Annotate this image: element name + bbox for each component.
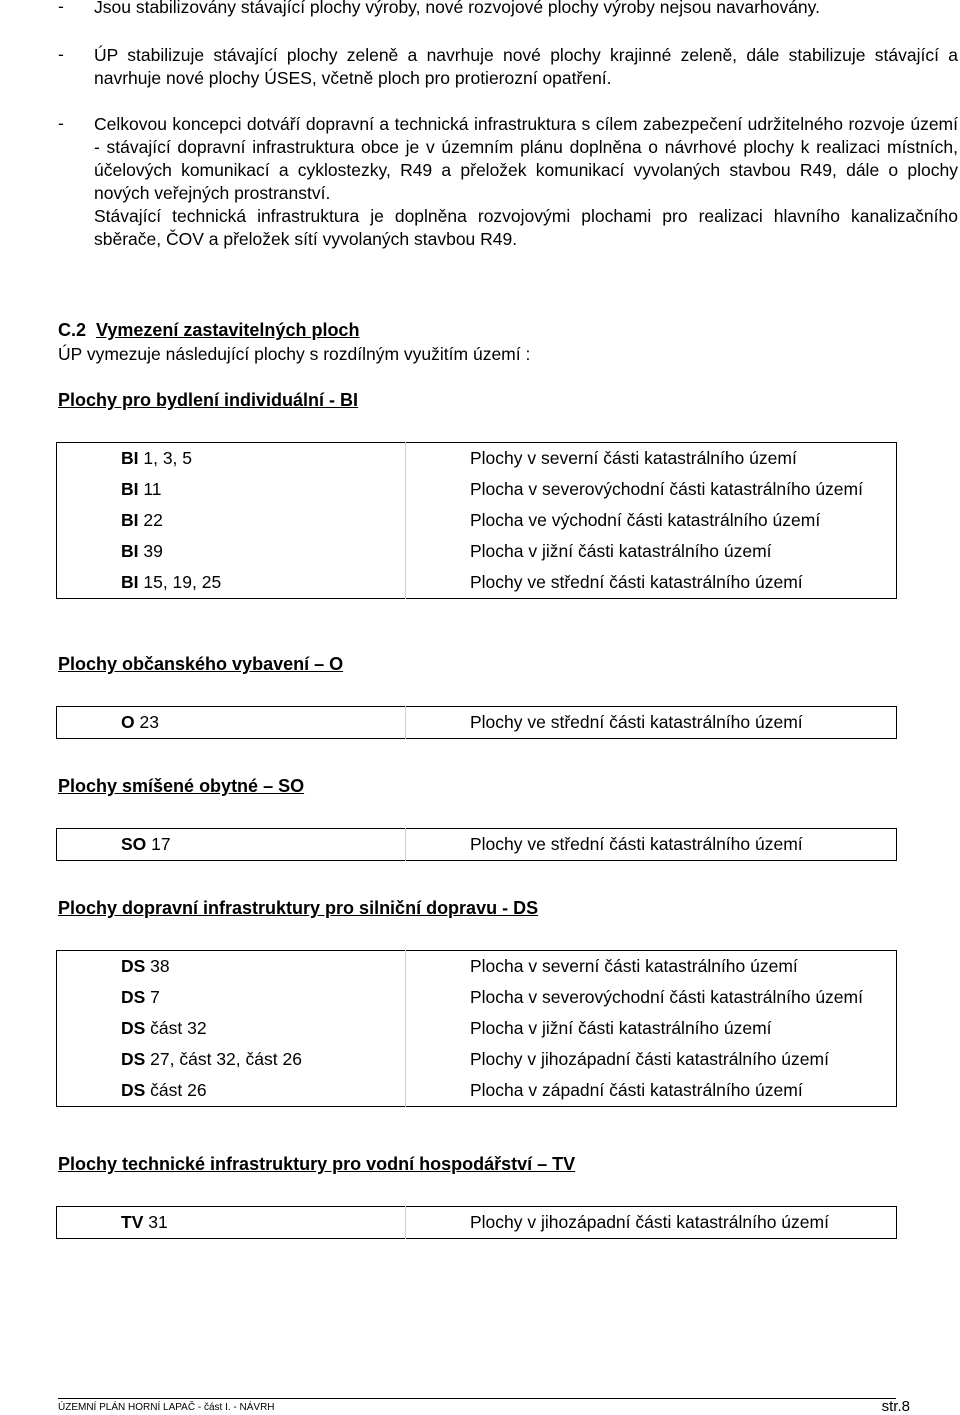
bullet-text: Celkovou koncepci dotváří dopravní a technická infrastruktura s cílem zabezpečení udržitelného rozvoje území - stávající dopravní infrastruktura obce je v územním plánu doplněna o návrhové plochy k realizaci místních, účelových komunikací a cyklostezky, R49 a přeložek komunikací vyvolaných stavbou R49, dále o plochy nových veřejných prostranství.	[94, 114, 958, 203]
table-row	[57, 829, 897, 861]
area-code: DS	[121, 956, 146, 976]
table-row	[57, 1044, 897, 1075]
bullet-1	[58, 0, 958, 19]
area-numbers: 15, 19, 25	[138, 572, 222, 592]
bullet-dash: -	[58, 0, 64, 16]
area-numbers: část 32	[145, 1018, 207, 1038]
area-numbers: část 26	[145, 1080, 207, 1100]
area-description: Plochy v jihozápadní části katastrálního území	[470, 1049, 829, 1069]
table-row	[57, 707, 897, 739]
table-so	[56, 828, 897, 861]
table-row	[57, 1013, 897, 1044]
table-row	[57, 982, 897, 1013]
area-numbers: 38	[145, 956, 170, 976]
area-description: Plocha v jižní části katastrálního území	[470, 1018, 772, 1038]
group-title-ds: Plochy dopravní infrastruktury pro silniční dopravu - DS	[58, 898, 539, 918]
area-code: BI	[121, 510, 139, 530]
area-numbers: 23	[134, 712, 159, 732]
area-numbers: 7	[145, 987, 160, 1007]
area-code: DS	[121, 1049, 146, 1069]
bullet-3	[58, 113, 958, 251]
area-numbers: 22	[138, 510, 163, 530]
table-row	[57, 443, 897, 475]
area-code: DS	[121, 987, 146, 1007]
area-code: BI	[121, 541, 139, 561]
area-description: Plocha v severovýchodní části katastrálního území	[470, 987, 863, 1007]
area-code: BI	[121, 572, 139, 592]
area-code: BI	[121, 448, 139, 468]
table-row	[57, 951, 897, 983]
footer-document-title: ÚZEMNÍ PLÁN HORNÍ LAPAČ - část I. - NÁVRH	[58, 1402, 275, 1413]
area-description: Plochy v jihozápadní části katastrálního území	[470, 1212, 829, 1232]
bullet-2	[58, 44, 958, 90]
area-description: Plochy ve střední části katastrálního území	[470, 712, 803, 732]
footer-page-number: str.8	[881, 1398, 910, 1415]
area-description: Plochy ve střední části katastrálního území	[470, 572, 803, 592]
group-title-tv: Plochy technické infrastruktury pro vodní hospodářství – TV	[58, 1154, 576, 1174]
table-row	[57, 567, 897, 599]
bullet-text: ÚP stabilizuje stávající plochy zeleně a navrhuje nové plochy krajinné zeleně, dále stabilizuje stávající a navrhuje nové plochy ÚSES, včetně ploch pro protierozní opatření.	[94, 45, 958, 88]
area-description: Plochy v severní části katastrálního území	[470, 448, 797, 468]
area-numbers: 11	[138, 479, 162, 499]
area-numbers: 27, část 32, část 26	[145, 1049, 302, 1069]
table-row	[57, 536, 897, 567]
group-title-so: Plochy smíšené obytné – SO	[58, 776, 305, 796]
section-title: Vymezení zastavitelných ploch	[96, 320, 360, 340]
table-row	[57, 1207, 897, 1239]
area-description: Plochy ve střední části katastrálního území	[470, 834, 803, 854]
area-numbers: 1, 3, 5	[138, 448, 193, 468]
area-code: TV	[121, 1212, 144, 1232]
footer-divider	[58, 1398, 896, 1399]
table-tv	[56, 1206, 897, 1239]
table-o	[56, 706, 897, 739]
section-heading	[58, 320, 359, 341]
area-code: DS	[121, 1018, 146, 1038]
bullet-dash: -	[58, 44, 64, 64]
section-intro: ÚP vymezuje následující plochy s rozdílným využitím území :	[58, 344, 531, 364]
table-row	[57, 505, 897, 536]
bullet-text: Jsou stabilizovány stávající plochy výroby, nové rozvojové plochy výroby nejsou navarhovány.	[94, 0, 820, 17]
area-code: BI	[121, 479, 139, 499]
area-numbers: 31	[143, 1212, 168, 1232]
group-title-o: Plochy občanského vybavení – O	[58, 654, 344, 674]
bullet-text-continued: Stávající technická infrastruktura je doplněna rozvojovými plochami pro realizaci hlavního kanalizačního sběrače, ČOV a přeložek sítí vyvolaných stavbou R49.	[94, 206, 958, 249]
area-description: Plocha v jižní části katastrálního území	[470, 541, 772, 561]
table-row	[57, 474, 897, 505]
area-numbers: 39	[138, 541, 163, 561]
area-description: Plocha v severovýchodní části katastrálního území	[470, 479, 863, 499]
area-code: SO	[121, 834, 147, 854]
group-title-bi: Plochy pro bydlení individuální - BI	[58, 390, 359, 410]
bullet-dash: -	[58, 113, 64, 133]
area-numbers: 17	[146, 834, 171, 854]
area-code: DS	[121, 1080, 146, 1100]
area-code: O	[121, 712, 135, 732]
area-description: Plocha ve východní části katastrálního území	[470, 510, 821, 530]
table-bi	[56, 442, 897, 599]
area-description: Plocha v západní části katastrálního území	[470, 1080, 803, 1100]
area-description: Plocha v severní části katastrálního území	[470, 956, 798, 976]
table-row	[57, 1075, 897, 1107]
section-number: C.2	[58, 320, 87, 340]
table-ds	[56, 950, 897, 1107]
